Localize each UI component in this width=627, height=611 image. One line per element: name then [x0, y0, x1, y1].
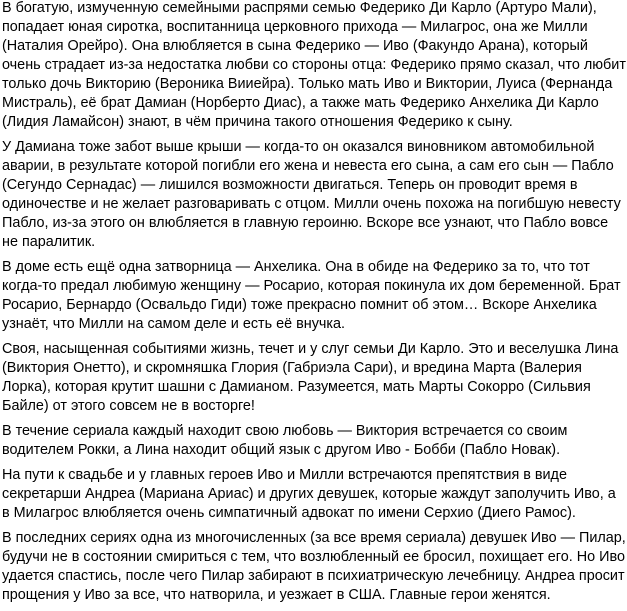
- paragraph-damian: У Дамиана тоже забот выше крыши — когда-то он оказался виновником автомобильной аварии, в результате которой погибли его жена и невеста его сына, а сам его сын — Пабло (Сегундо Сернадас) — лишился возможности двигаться. Теперь он проводит время в одиночестве и не желает разговаривать с отцом. Милли очень похожа на погибшую невесту Пабло, из-за этого он влюбляется в главную героиню. Вскоре все узнают, что Пабло вовсе не паралитик.: [2, 139, 621, 250]
- paragraph-obstacles: На пути к свадьбе и у главных героев Иво и Милли встречаются препятствия в виде секретарши Андреа (Мариана Ариас) и других девушек, которые жаждут заполучить Иво, а в Милагрос влюбляется очень симпатичный адвокат по имени Серхио (Диего Рамос).: [2, 467, 616, 521]
- paragraph-finale: В последних сериях одна из многочисленных (за все время сериала) девушек Иво — Пилар, будучи не в состоянии смириться с тем, что возлюбленный ее бросил, похищает его. Но Иво удается спастись, после чего Пилар забирают в психиатрическую лечебницу. Андреа просит прощения у Иво за все, что натворила, и уезжает в США. Главные герои женятся.: [2, 530, 626, 603]
- paragraph-plot-intro: В богатую, измученную семейными распрями семью Федерико Ди Карло (Артуро Мали), попадает юная сиротка, воспитанница церковного прихода — Милагрос, она же Милли (Наталия Орейро). Она влюбляется в сына Федерико — Иво (Факундо Арана), который очень страдает из-за недостатка любви со стороны отца: Федерико прямо сказал, что любит только дочь Викторию (Вероника Вииейра). Только мать Иво и Виктории, Луиса (Фернанда Мистраль), её брат Дамиан (Норберто Диас), а также мать Федерико Анхелика Ди Карло (Лидия Ламайсон) знают, в чём причина такого отношения Федерико к сыну.: [2, 0, 626, 130]
- paragraph-anhelika: В доме есть ещё одна затворница — Анхелика. Она в обиде на Федерико за то, что тот когда-то предал любимую женщину — Росарио, которая покинула их дом беременной. Брат Росарио, Бернардо (Освальдо Гиди) тоже прекрасно помнит об этом… Вскоре Анхелика узнаёт, что Милли на самом деле и есть её внучка.: [2, 259, 621, 332]
- paragraph-love-stories: В течение сериала каждый находит свою любовь — Виктория встречается со своим водителем Рокки, а Лина находит общий язык с другом Иво - Бобби (Пабло Новак).: [2, 423, 568, 458]
- paragraph-servants: Своя, насыщенная событиями жизнь, течет и у слуг семьи Ди Карло. Это и веселушка Лина (Виктория Онетто), и скромняшка Глория (Габриэла Сари), и вредина Марта (Валерия Лорка), которая крутит шашни с Дамианом. Разумеется, мать Марты Сокорро (Сильвия Байле) от этого совсем не в восторге!: [2, 341, 619, 414]
